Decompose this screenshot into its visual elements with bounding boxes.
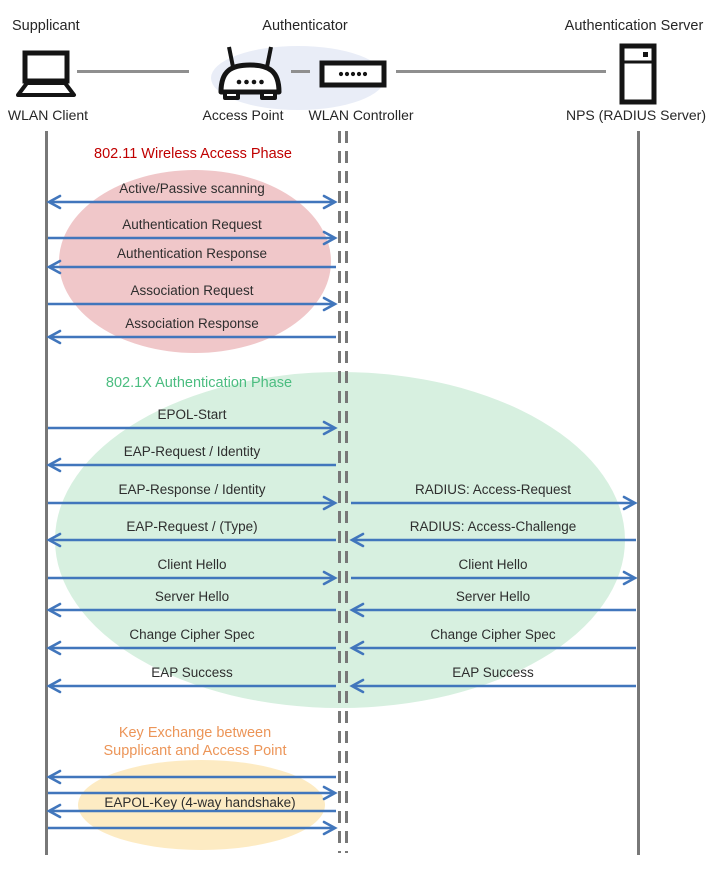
device-wlan-controller-label: WLAN Controller <box>308 107 414 123</box>
connector-line <box>291 70 310 73</box>
message-label: EAP Success <box>452 665 534 680</box>
message-label: Client Hello <box>458 557 528 572</box>
device-wlan-client-label: WLAN Client <box>7 107 89 123</box>
access-point-icon <box>213 44 287 106</box>
role-auth-server-label: Authentication Server <box>564 18 704 34</box>
message-label: Change Cipher Spec <box>430 627 556 642</box>
auth-server-lifeline <box>637 131 640 855</box>
server-icon <box>619 43 657 105</box>
message-label: Change Cipher Spec <box>129 627 255 642</box>
wireless-phase-title: 802.11 Wireless Access Phase <box>94 146 292 162</box>
authenticator-lifeline-dashed <box>345 131 348 853</box>
message-label: RADIUS: Access-Challenge <box>409 519 577 534</box>
message-label: Association Response <box>125 316 259 331</box>
message-label: Server Hello <box>154 589 230 604</box>
device-nps-label: NPS (RADIUS Server) <box>565 107 707 123</box>
message-label: EAP-Request / (Type) <box>126 519 258 534</box>
message-label: Active/Passive scanning <box>119 181 265 196</box>
wlan-controller-icon <box>319 60 387 88</box>
key-exchange-phase-title <box>104 725 287 760</box>
key-exchange-title-line2: Supplicant and Access Point <box>103 742 287 759</box>
message-label: EAP-Response / Identity <box>118 482 266 497</box>
role-authenticator-label: Authenticator <box>262 18 348 34</box>
role-supplicant-label: Supplicant <box>12 18 80 34</box>
message-label: Authentication Request <box>122 217 262 232</box>
laptop-icon <box>14 50 78 100</box>
message-label: EAP Success <box>151 665 233 680</box>
message-label: RADIUS: Access-Request <box>414 482 572 497</box>
authenticator-lifeline-dashed <box>338 131 341 853</box>
connector-line <box>396 70 606 73</box>
device-access-point-label: Access Point <box>202 107 284 123</box>
message-label: Authentication Response <box>116 246 268 261</box>
connector-line <box>77 70 189 73</box>
message-label: EPOL-Start <box>157 407 227 422</box>
key-exchange-title-line1: Key Exchange between <box>118 725 272 741</box>
message-label: EAP-Request / Identity <box>123 444 261 459</box>
message-label: Client Hello <box>157 557 227 572</box>
message-arrow-left <box>48 769 336 785</box>
message-label: EAPOL-Key (4-way handshake) <box>104 795 296 810</box>
message-label: Server Hello <box>455 589 531 604</box>
message-label: Association Request <box>130 283 254 298</box>
message-arrow-right <box>48 820 336 836</box>
dot1x-phase-title: 802.1X Authentication Phase <box>105 375 293 391</box>
